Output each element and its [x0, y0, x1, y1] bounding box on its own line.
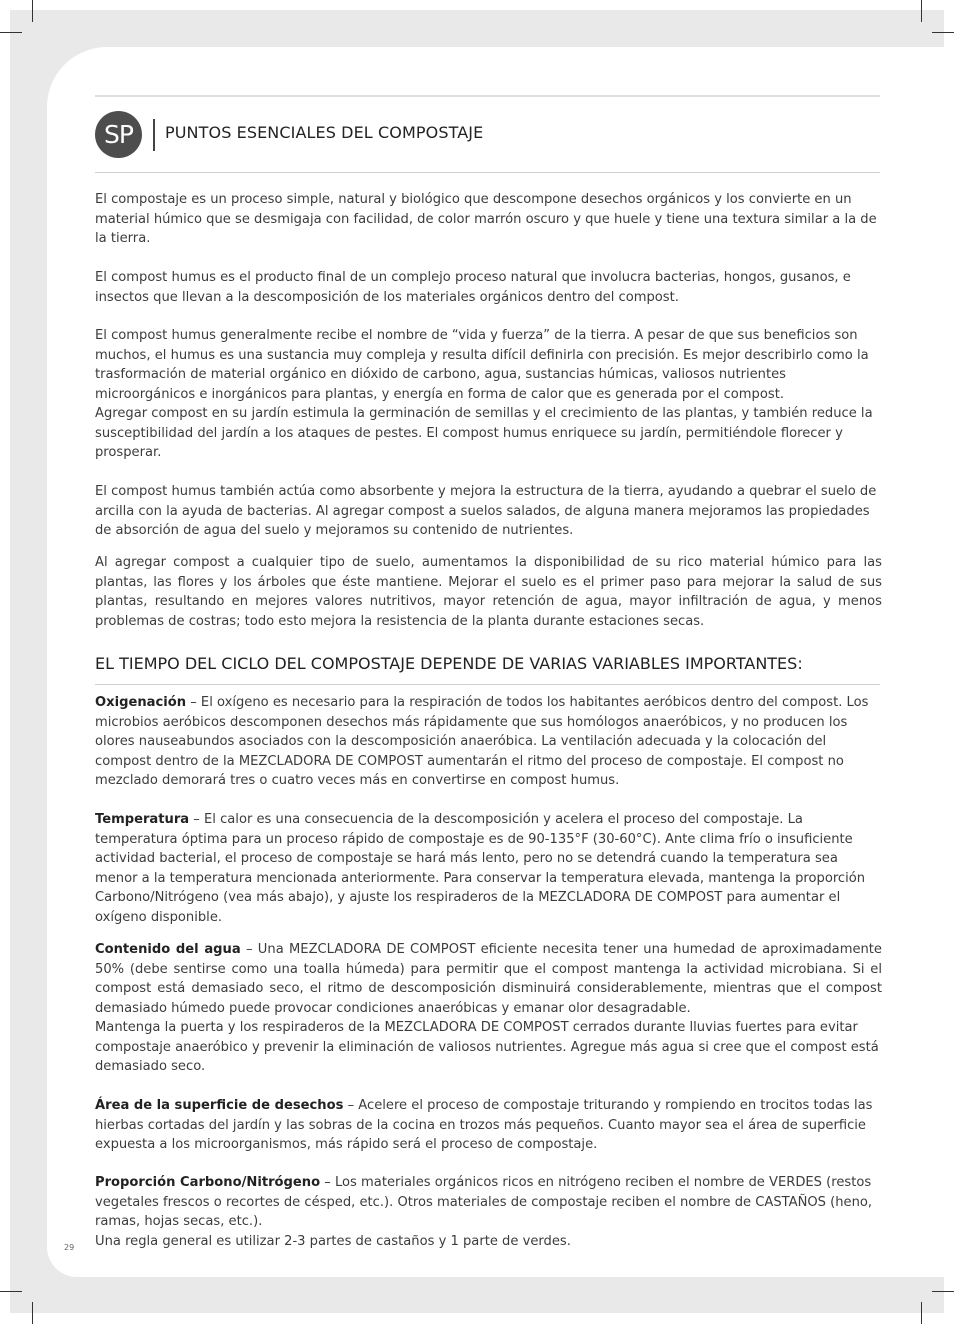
crop-mark: [921, 0, 922, 22]
paragraph: El compost humus también actúa como absorbente y mejora la estructura de la tierra, ayudando a quebrar el suelo de arcilla con la ayuda de bacterias. Al agregar compost a suelos salados, de alguna manera mejoramos las propiedades de absorción de agua del suelo y mejoramos su contenido de nutrientes.: [95, 484, 877, 538]
variable-text: – Los materiales orgánicos ricos en nitrógeno reciben el nombre de VERDES (restos vegetales frescos o recortes de césped, etc.). Otros materiales de compostaje reciben el nombre de CASTAÑOS (heno, ramas, hojas secas, etc.).: [95, 1175, 873, 1229]
variable-text: – El calor es una consecuencia de la descomposición y acelera el proceso del compostaje. La temperatura óptima para un proceso rápido de compostaje es de 90-135°F (30-60°C). Ante clima frío o insuficiente actividad bacterial, el proceso de compostaje se hará más lento, pero no se detendrá cuando la temperatura sea menor a la temperatura mencionada anteriormente. Para conservar la temperatura elevada, mantenga la proporción Carbono/Nitrógeno (vea más abajo), y ajuste los respiraderos de la MEZCLADORA DE COMPOST para aumentar el oxígeno disponible.: [95, 812, 866, 925]
crop-mark: [921, 1302, 922, 1324]
variable-text: – Una MEZCLADORA DE COMPOST eficiente necesita tener una humedad de aproximadamente 50% (debe sentirse como una toalla húmeda) para permitir que el compost mantenga la actividad microbiana. Si el compost está demasiado seco, el ritmo de descomposición disminuirá considerablemente, mientras que el compost demasiado húmedo puede provocar condiciones anaeróbicas y emanar olor desagradable.: [95, 942, 882, 1016]
crop-mark: [32, 0, 33, 22]
crop-mark: [932, 1291, 954, 1292]
variable-superficie: [95, 1096, 882, 1155]
paragraph: Agregar compost en su jardín estimula la germinación de semillas y el crecimiento de las plantas, y también reduce la susceptibilidad del jardín a los ataques de pestes. El compost humus enriquece su jardín, permitiéndole florecer y prosperar.: [95, 406, 873, 460]
section-title: EL TIEMPO DEL CICLO DEL COMPOSTAJE DEPENDE DE VARIAS VARIABLES IMPORTANTES:: [95, 654, 803, 673]
variable-term: Oxigenación: [95, 695, 187, 710]
variable-oxigenacion: [95, 693, 882, 791]
variable-text: – Acelere el proceso de compostaje triturando y rompiendo en trocitos todas las hierbas cortadas del jardín y las sobras de la cocina en trozos más pequeños. Cuanto mayor sea el área de superficie expuesta a los microorganismos, más rápido será el proceso de compostaje.: [95, 1098, 873, 1152]
variable-term: Contenido del agua: [95, 942, 241, 957]
variable-temperatura: [95, 810, 882, 927]
language-badge: SP: [95, 111, 142, 158]
variable-term: Área de la superficie de desechos: [95, 1098, 344, 1113]
crop-mark: [0, 32, 22, 33]
crop-mark: [0, 1291, 22, 1292]
crop-mark: [932, 32, 954, 33]
variable-paragraph: Mantenga la puerta y los respiraderos de la MEZCLADORA DE COMPOST cerrados durante lluvias fuertes para evitar compostaje anaeróbico y prevenir la eliminación de valiosos nutrientes. Agregue más agua si cree que el compost está demasiado seco.: [95, 1020, 879, 1074]
divider: [95, 684, 880, 685]
variable-paragraph: Una regla general es utilizar 2-3 partes de castaños y 1 parte de verdes.: [95, 1233, 571, 1249]
variable-paragraph: [95, 940, 882, 1018]
variable-proporcion: [95, 1173, 882, 1251]
variable-text: – El oxígeno es necesario para la respiración de todos los habitantes aeróbicos dentro del compost. Los microbios aeróbicos descomponen desechos más rápidamente que sus homólogos anaeróbicos, y no producen los olores nauseabundos asociados con la descomposición anaeróbica. La ventilación adecuada y la colocación del compost dentro de la MEZCLADORA DE COMPOST aumentarán el ritmo del proceso de compostaje. El compost no mezclado demorará tres o cuatro veces más en convertirse en compost humus.: [95, 695, 869, 788]
variable-paragraph: [95, 1173, 882, 1232]
paragraph: Al agregar compost a cualquier tipo de suelo, aumentamos la disponibilidad de su rico material húmico para las plantas, las flores y los árboles que éste mantiene. Mejorar el suelo es el primer paso para mejorar la salud de sus plantas, resultando en mejores valores nutritivos, mayor retención de agua, mayor infiltración de agua, y menos problemas de costras; todo esto mejora la resistencia de la planta durante estaciones secas.: [95, 555, 882, 629]
title-separator: [153, 119, 155, 151]
page-title: PUNTOS ESENCIALES DEL COMPOSTAJE: [165, 123, 484, 142]
divider: [95, 95, 880, 97]
paragraph: El compost humus es el producto final de un complejo proceso natural que involucra bacterias, hongos, gusanos, e insectos que llevan a la descomposición de los materiales orgánicos dentro del compost.: [95, 270, 851, 305]
variable-term: Temperatura: [95, 812, 190, 827]
variable-agua: [95, 940, 882, 1077]
paragraph: El compost humus generalmente recibe el nombre de “vida y fuerza” de la tierra. A pesar de que sus beneficios son muchos, el humus es una sustancia muy compleja y resulta difícil definirla con precisión. Es mejor describirlo como la trasformación de material orgánico en dióxido de carbono, agua, sustancias húmicas, valiosos nutrientes microorgánicos e inorgánicos para plantas, y energía en forma de calor que es generada por el compost.: [95, 328, 869, 402]
paragraph: El compostaje es un proceso simple, natural y biológico que descompone desechos orgánicos y los convierte en un material húmico que se desmigaja con facilidad, de color marrón oscuro y que huele y tiene una textura similar a la de la tierra.: [95, 192, 877, 246]
divider: [95, 172, 880, 173]
page-number: 29: [64, 1243, 75, 1252]
crop-mark: [32, 1302, 33, 1324]
variable-term: Proporción Carbono/Nitrógeno: [95, 1175, 321, 1190]
